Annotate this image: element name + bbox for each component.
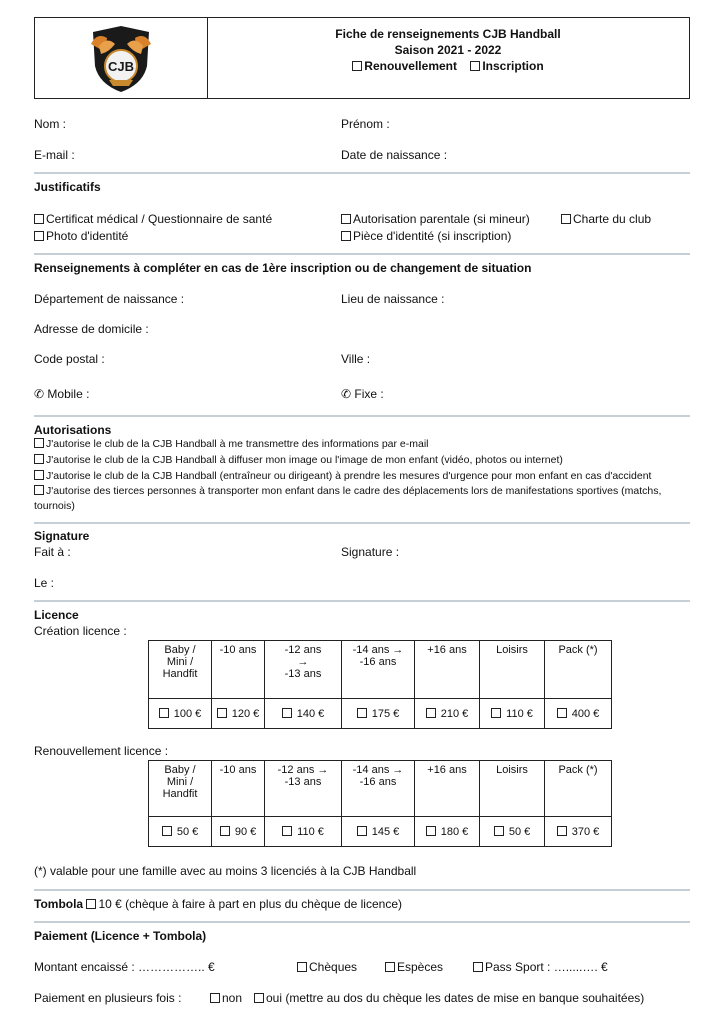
paiement-title: Paiement (Licence + Tombola) [34, 929, 207, 943]
lieu-field[interactable]: Lieu de naissance : [341, 292, 445, 306]
nom-field[interactable]: Nom : [34, 117, 67, 131]
price-checkbox[interactable]: 50 € [149, 817, 212, 847]
category-header: Loisirs [480, 641, 545, 699]
checkbox-icon [34, 485, 44, 495]
checkbox-certificat[interactable]: Certificat médical / Questionnaire de santé [34, 212, 272, 226]
pack-note: (*) valable pour une famille avec au moins 3 licenciés à la CJB Handball [34, 864, 417, 878]
checkbox-icon [297, 962, 307, 972]
price-checkbox[interactable]: 100 € [149, 699, 212, 729]
price-checkbox[interactable]: 180 € [415, 817, 480, 847]
autorisation-transport-cont: tournois) [34, 500, 75, 512]
tombola-row[interactable]: Tombola 10 € (chèque à faire à part en plus du chèque de licence) [34, 897, 402, 911]
checkbox-icon [217, 708, 227, 718]
price-checkbox[interactable]: 140 € [265, 699, 342, 729]
cheques-checkbox[interactable]: Chèques [297, 960, 357, 974]
checkbox-icon [86, 899, 96, 909]
code-postal-field[interactable]: Code postal : [34, 352, 105, 366]
category-header: Baby / Mini / Handfit [149, 761, 212, 817]
category-header: Pack (*) [545, 761, 612, 817]
checkbox-autorisation-parentale[interactable]: Autorisation parentale (si mineur) [341, 212, 530, 226]
plusieurs-label: Paiement en plusieurs fois : [34, 991, 182, 1005]
price-checkbox[interactable]: 400 € [545, 699, 612, 729]
adresse-field[interactable]: Adresse de domicile : [34, 322, 149, 336]
category-header: -14 ans → -16 ans [342, 641, 415, 699]
price-checkbox[interactable]: 145 € [342, 817, 415, 847]
checkbox-icon [282, 826, 292, 836]
price-checkbox[interactable]: 120 € [212, 699, 265, 729]
logo-cell [35, 18, 208, 98]
price-checkbox[interactable]: 110 € [265, 817, 342, 847]
checkbox-icon [357, 826, 367, 836]
svg-text:CJB: CJB [107, 59, 135, 74]
checkbox-icon [557, 708, 567, 718]
header-row [149, 641, 612, 699]
checkbox-icon [254, 993, 264, 1003]
fixe-field[interactable]: ✆ Fixe : [341, 387, 384, 401]
prenom-field[interactable]: Prénom : [341, 117, 390, 131]
divider [34, 522, 690, 524]
fait-a-field[interactable]: Fait à : [34, 545, 71, 559]
price-checkbox[interactable]: 175 € [342, 699, 415, 729]
date-field[interactable]: Le : [34, 576, 55, 590]
autorisation-email[interactable]: J'autorise le club de la CJB Handball à me transmettre des informations par e-mail [34, 438, 429, 450]
checkbox-icon [210, 993, 220, 1003]
autorisation-transport[interactable]: J'autorise des tierces personnes à transporter mon enfant dans le cadre des déplacements lors de manifestations sportives (matchs, [34, 485, 661, 497]
dob-field[interactable]: Date de naissance : [341, 148, 448, 162]
checkbox-icon [473, 962, 483, 972]
renewal-label: Renouvellement licence : [34, 744, 169, 758]
autorisations-title: Autorisations [34, 423, 112, 437]
departement-field[interactable]: Département de naissance : [34, 292, 185, 306]
checkbox-icon [34, 231, 44, 241]
renewal-table [148, 760, 612, 847]
divider [34, 889, 690, 891]
checkbox-icon [34, 438, 44, 448]
divider [34, 600, 690, 602]
licence-title: Licence [34, 608, 79, 622]
pass-sport-checkbox[interactable]: Pass Sport : ….....…. € [473, 960, 608, 974]
title-cell [207, 18, 689, 106]
autorisation-image[interactable]: J'autorise le club de la CJB Handball à diffuser mon image ou l'image de mon enfant (vidéo, photos ou internet) [34, 454, 563, 466]
checkbox-icon [34, 470, 44, 480]
divider [34, 415, 690, 417]
category-header: +16 ans [415, 641, 480, 699]
category-header: +16 ans [415, 761, 480, 817]
checkbox-icon [357, 708, 367, 718]
checkbox-icon [34, 214, 44, 224]
creation-table [148, 640, 612, 729]
non-checkbox[interactable]: non [210, 991, 242, 1005]
category-header: Pack (*) [545, 641, 612, 699]
checkbox-icon [557, 826, 567, 836]
checkbox-icon [426, 708, 436, 718]
inscription-label: Inscription [482, 59, 544, 73]
signature-field[interactable]: Signature : [341, 545, 400, 559]
phone-icon: ✆ [341, 387, 352, 401]
renewal-checkbox[interactable] [352, 61, 362, 71]
price-checkbox[interactable]: 90 € [212, 817, 265, 847]
checkbox-charte[interactable]: Charte du club [561, 212, 651, 226]
phone-icon: ✆ [34, 387, 45, 401]
checkbox-piece-identite[interactable]: Pièce d'identité (si inscription) [341, 229, 511, 243]
checkbox-icon [159, 708, 169, 718]
header-row [149, 761, 612, 817]
category-header: Baby / Mini / Handfit [149, 641, 212, 699]
checkbox-icon [385, 962, 395, 972]
checkbox-icon [341, 214, 351, 224]
category-header: Loisirs [480, 761, 545, 817]
checkbox-icon [426, 826, 436, 836]
checkbox-icon [561, 214, 571, 224]
justificatifs-title: Justificatifs [34, 180, 101, 194]
category-header: -10 ans [212, 761, 265, 817]
creation-label: Création licence : [34, 624, 127, 638]
form-title: Fiche de renseignements CJB Handball [335, 27, 561, 41]
renseignements-title: Renseignements à compléter en cas de 1ère inscription ou de changement de situation [34, 261, 532, 275]
divider [34, 253, 690, 255]
category-header: -12 ans → -13 ans [265, 761, 342, 817]
category-header: -14 ans → -16 ans [342, 761, 415, 817]
renewal-label: Renouvellement [364, 59, 457, 73]
price-checkbox[interactable]: 50 € [480, 817, 545, 847]
price-checkbox[interactable]: 110 € [480, 699, 545, 729]
inscription-checkbox[interactable] [470, 61, 480, 71]
ville-field[interactable]: Ville : [341, 352, 371, 366]
checkbox-icon [220, 826, 230, 836]
header-box [34, 17, 690, 99]
checkbox-photo[interactable]: Photo d'identité [34, 229, 128, 243]
divider [34, 921, 690, 923]
price-row [149, 699, 612, 729]
tombola-title: Tombola [34, 897, 84, 911]
especes-checkbox[interactable]: Espèces [385, 960, 443, 974]
divider [34, 172, 690, 174]
price-checkbox[interactable]: 370 € [545, 817, 612, 847]
checkbox-icon [282, 708, 292, 718]
category-header: -12 ans → -13 ans [265, 641, 342, 699]
checkbox-icon [341, 231, 351, 241]
category-header: -10 ans [212, 641, 265, 699]
checkbox-icon [34, 454, 44, 464]
checkbox-icon [494, 826, 504, 836]
montant-field[interactable]: Montant encaissé : …………….. € [34, 960, 215, 974]
email-field[interactable]: E-mail : [34, 148, 75, 162]
checkbox-icon [491, 708, 501, 718]
season-label: Saison 2021 - 2022 [394, 43, 502, 57]
signature-title: Signature [34, 529, 90, 543]
club-logo-icon [85, 22, 157, 96]
autorisation-urgence[interactable]: J'autorise le club de la CJB Handball (entraîneur ou dirigeant) à prendre les mesures d'urgence pour mon enfant en cas d'accident [34, 470, 651, 482]
price-row [149, 817, 612, 847]
checkbox-icon [162, 826, 172, 836]
price-checkbox[interactable]: 210 € [415, 699, 480, 729]
mobile-field[interactable]: ✆ Mobile : [34, 387, 90, 401]
oui-checkbox[interactable]: oui (mettre au dos du chèque les dates de mise en banque souhaitées) [254, 991, 644, 1005]
